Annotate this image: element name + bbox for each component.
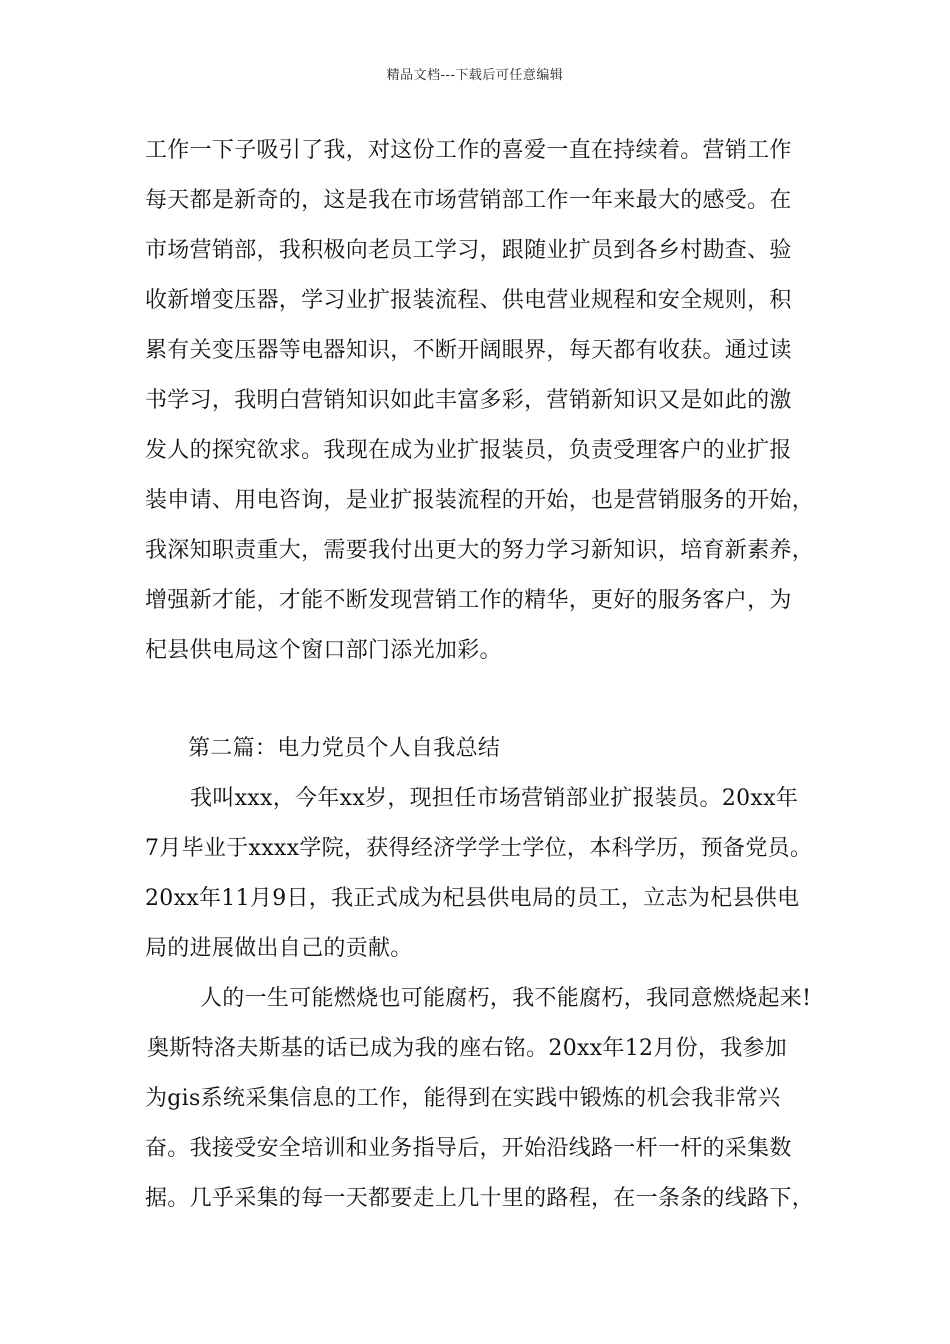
paragraph-line: 发人的探究欲求。我现在成为业扩报装员，负责受理客户的业扩报: [145, 438, 792, 463]
paragraph-line: 我叫xxx，今年xx岁，现担任市场营销部业扩报装员。20xx年: [190, 786, 799, 811]
paragraph-line: 人的一生可能燃烧也可能腐朽，我不能腐朽，我同意燃烧起来!: [200, 986, 812, 1011]
paragraph-line: 杞县供电局这个窗口部门添光加彩。: [145, 638, 502, 663]
paragraph-line: 20xx年11月9日，我正式成为杞县供电局的员工，立志为杞县供电: [145, 886, 800, 911]
paragraph-line: 累有关变压器等电器知识，不断开阔眼界，每天都有收获。通过读: [145, 338, 792, 363]
paragraph-line: 我深知职责重大，需要我付出更大的努力学习新知识，培育新素养，: [145, 538, 815, 563]
paragraph-line: 局的进展做出自己的贡献。: [145, 936, 413, 961]
paragraph-line: 奥斯特洛夫斯基的话已成为我的座右铭。20xx年12月份，我参加: [147, 1036, 788, 1061]
paragraph-line: 据。几乎采集的每一天都要走上几十里的路程，在一条条的线路下，: [145, 1186, 815, 1211]
paragraph-line: 装申请、用电咨询，是业扩报装流程的开始，也是营销服务的开始，: [145, 488, 815, 513]
section-heading: 第二篇：电力党员个人自我总结: [188, 736, 501, 761]
paragraph-line: 奋。我接受安全培训和业务指导后，开始沿线路一杆一杆的采集数: [145, 1136, 792, 1161]
paragraph-line: 书学习，我明白营销知识如此丰富多彩，营销新知识又是如此的激: [145, 388, 792, 413]
paragraph-line: 每天都是新奇的，这是我在市场营销部工作一年来最大的感受。在: [145, 188, 792, 213]
paragraph-line: 收新增变压器，学习业扩报装流程、供电营业规程和安全规则，积: [145, 288, 792, 313]
page-header: 精品文档---下载后可任意编辑: [386, 68, 564, 83]
paragraph-line: 工作一下子吸引了我，对这份工作的喜爱一直在持续着。营销工作: [145, 138, 792, 163]
paragraph-line: 增强新才能，才能不断发现营销工作的精华，更好的服务客户，为: [145, 588, 792, 613]
paragraph-line: 市场营销部，我积极向老员工学习，跟随业扩员到各乡村勘查、验: [145, 238, 792, 263]
paragraph-line: 为gis系统采集信息的工作，能得到在实践中锻炼的机会我非常兴: [145, 1086, 781, 1111]
paragraph-line: 7月毕业于xxxx学院，获得经济学学士学位，本科学历，预备党员。: [145, 836, 813, 861]
